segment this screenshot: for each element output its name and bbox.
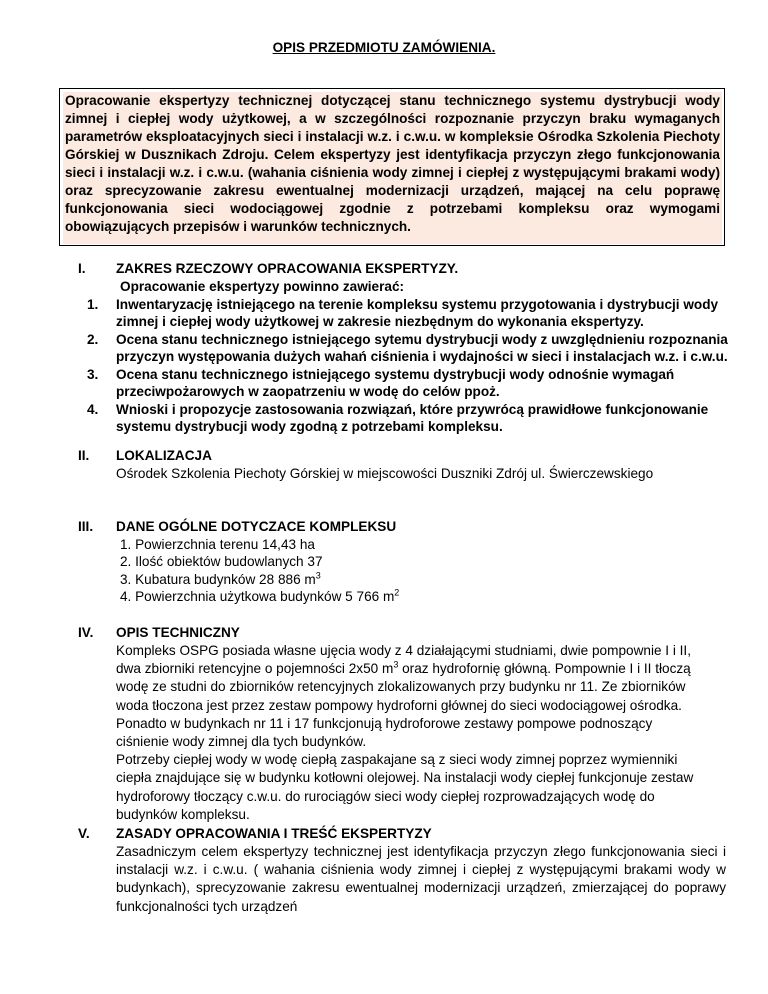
list-item: 1. Inwentaryzację istniejącego na terenie kompleksu systemu przygotowania i dystrybucji wody zimnej i ciepłej wody użytkowej w zakresie niezbędnym do wykonania ekspertyzy. [87, 296, 719, 329]
section-number: III. [78, 519, 94, 534]
section-heading [78, 825, 726, 843]
intro-box-fill [63, 92, 722, 244]
section-general-data [78, 518, 728, 605]
section-technical-description [78, 624, 703, 824]
list-item: 4. Wnioski i propozycje zastosowania rozwiązań, które przywrócą prawidłowe funkcjonowanie systemu dystrybucji wody zgodną z potrzebami kompleksu. [87, 401, 709, 434]
section-number: II. [78, 448, 90, 463]
technical-paragraph: Kompleks OSPG posiada własne ujęcia wody z 4 działającymi studniami, dwie pompownie I i II, dwa zbiorniki retencyjne o pojemności 2x50 $m^3$ oraz hydrofornię główną. Pompownie I i II tłoczą wodę ze studni do zbiorników retencyjnych zlokalizowanych przy budynku nr 11. Ze zbiorników woda tłoczona jest przez zestaw pompowy hydroforni głównej do sieci wodociągowej ośrodka. Ponadto w budynkach nr 11 i 17 funkcjonują hydroforowe zestawy pompowe podnoszący ciśnienie wody zimnej dla tych budynków. [116, 643, 691, 750]
section-heading [78, 518, 728, 536]
section-number: IV. [78, 625, 94, 640]
location-text: Ośrodek Szkolenia Piechoty Górskiej w miejscowości Duszniki Zdrój ul. Świerczewskiego [116, 466, 654, 481]
section-title: DANE OGÓLNE DOTYCZACE KOMPLEKSU [116, 519, 397, 534]
section-title: ZAKRES RZECZOWY OPRACOWANIA EKSPERTYZY. [116, 261, 459, 276]
section-location [78, 447, 748, 483]
document-title: OPIS PRZEDMIOTU ZAMÓWIENIA. [272, 40, 496, 55]
section-title: LOKALIZACJA [116, 448, 212, 463]
list-item: 2. Ilość obiektów budowlanych 37 [120, 554, 323, 570]
section-lead: Opracowanie ekspertyzy powinno zawierać: [120, 279, 405, 294]
section-title: OPIS TECHNICZNY [116, 625, 240, 640]
section-heading [78, 447, 748, 465]
technical-paragraph: Potrzeby ciepłej wody w wodę ciepłą zaspakajane są z sieci wody zimnej poprzez wymienniki ciepła znajdujące się w budynku kotłowni olejowej. Na instalacji wody ciepłej funkcjonuje zestaw hydroforowy tłoczący c.w.u. do rurociągów sieci wody ciepłej rozprowadzających wodę do budynków kompleksu. [116, 752, 694, 822]
list-item: 4. Powierzchnia użytkowa budynków 5 766 $m^2$ [120, 587, 400, 604]
section-number: V. [78, 826, 90, 841]
section-number: I. [78, 261, 86, 276]
principles-paragraph: Zasadniczym celem ekspertyzy technicznej jest identyfikacja przyczyn złego funkcjonowania sieci i instalacji w.z. i c.w.u. ( wahania ciśnienia wody zimnej i ciepłej z występującymi brakami wody w budynkach), sprecyzowanie zakresu ewentualnej modernizacji urządzeń, zmierzającej do poprawy funkcjonalności tych urządzeń [116, 844, 726, 914]
general-data-list [78, 536, 728, 605]
intro-text: Opracowanie ekspertyzy technicznej dotyczącej stanu technicznego systemu dystrybucji wody zimnej i ciepłej wody użytkowej, a w szczególności rozpoznanie przyczyn braku wymaganych parametrów eksploatacyjnych sieci i instalacji w.z. i c.w.u. w kompleksie Ośrodka Szkolenia Piechoty Górskiej w Dusznikach Zdroju. Celem ekspertyzy jest identyfikacja przyczyn złego funkcjonowania sieci i instalacji w.z. i c.w.u. (wahania ciśnienia wody zimnej i ciepłej z występującymi brakami wody) oraz sprecyzowanie zakresu ewentualnej modernizacji urządzeń, mającej na celu poprawę funkcjonowania sieci wodociągowej zgodnie z potrzebami kompleksu oraz wymogami obowiązujących przepisów i warunków technicznych. [65, 93, 720, 234]
list-item: 1. Powierzchnia terenu 14,43 ha [120, 537, 315, 552]
section-title: ZASADY OPRACOWANIA I TREŚĆ EKSPERTYZY [116, 826, 432, 841]
section-principles [78, 825, 726, 916]
list-item: 3. Ocena stanu technicznego istniejącego systemu dystrybucji wody odnośnie wymagań przeciwpożarowych w zaopatrzeniu w wodę do celów ppoż. [87, 366, 675, 399]
list-item: 3. Kubatura budynków 28 886 $m^3$ [120, 570, 321, 587]
list-item: 2. Ocena stanu technicznego istniejącego sytemu dystrybucji wody z uwzględnieniu rozpoznania przyczyn występowania dużych wahań ciśnienia i wydajności w sieci i instalacjach w.z. i c.w.u. [87, 331, 728, 364]
section-heading [78, 260, 728, 278]
section-scope [78, 260, 728, 436]
intro-box [59, 88, 725, 246]
section-heading [78, 624, 703, 642]
scope-list [78, 296, 728, 436]
